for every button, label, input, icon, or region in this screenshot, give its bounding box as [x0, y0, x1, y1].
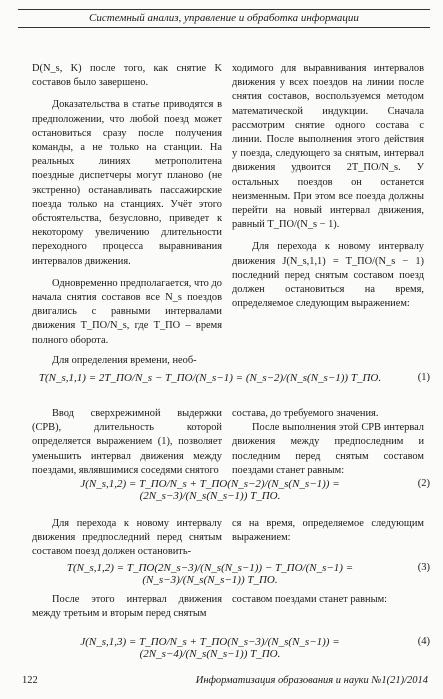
- equation-body: J(N_s,1,2) = T_ПО/N_s + T_ПО(N_s−2)/(N_s(N_s−1)) = (2N_s−3)/(N_s(N_s−1)) T_ПО.: [80, 478, 340, 502]
- equation-number: (3): [417, 562, 430, 573]
- paragraph: Для определения времени, необ-: [52, 354, 197, 366]
- paragraph: состава, до требуемого значения.: [232, 408, 379, 419]
- paragraph: Ввод сверхрежимной выдержки (СРВ), длительность которой определяется выражением (1), позволяет уменьшить интервал движения между поездами, являвшимися соседями снятого: [32, 408, 222, 476]
- paragraph: составом поездами станет равным:: [232, 594, 388, 605]
- paragraph: Для перехода к новому интервалу движения J(N_s,1,1) = T_ПО/(N_s − 1) последний перед снятым составом поезд должен остановиться на время, определяемое следующим выражением:: [232, 241, 424, 310]
- right-column-4: [232, 593, 424, 607]
- paragraph: Одновременно предполагается, что до начала снятия составов все N_s поездов двигались с равными интервалами движения T_ПО/N_s, где T_ПО – время полного оборота.: [32, 277, 222, 346]
- paragraph: ходимого для выравнивания интервалов движения у всех поездов на линии после снятия составов, воспользуемся методом математической индукции. Сначала рассмотрим снятие одного состава с линии. После выполнения этого действия у поезда, следующего за снятым, интервал движения удвоится 2T_ПО/N_s. У остальных поездов он останется неизменным. При этом все поезда должны перейти на новый интервал движения, равный T_ПО/(N_s − 1).: [232, 63, 424, 231]
- equation-number: (2): [417, 478, 430, 489]
- journal-name: Информатизация образования и науки №1(21)/2014: [195, 675, 428, 686]
- left-column-1: [32, 62, 222, 368]
- right-column-2: [232, 407, 424, 478]
- equation-body: J(N_s,1,3) = T_ПО/N_s + T_ПО(N_s−3)/(N_s(N_s−1)) = (2N_s−4)/(N_s(N_s−1)) T_ПО.: [80, 636, 340, 660]
- paragraph: Для перехода к новому интервалу движения предпоследний перед снятым составом поезд должен остановить-: [32, 518, 222, 558]
- right-column-1: [232, 62, 424, 311]
- running-header: [18, 9, 430, 28]
- page-number: 122: [22, 675, 38, 686]
- left-column-3: [32, 517, 222, 560]
- header-text: Системный анализ, управление и обработка информации: [89, 12, 359, 24]
- paragraph: После этого интервал движения между третьим и вторым перед снятым: [32, 594, 222, 620]
- left-column-4: [32, 593, 222, 621]
- paragraph: После выполнения этой СРВ интервал движения между предпоследним и последним перед снятым составом поездами станет равным:: [232, 422, 424, 476]
- paragraph: Доказательства в статье приводятся в предположении, что любой поезд может остановиться сразу после получения команды, а не только на станции. На реальных линиях метрополитена поездные диспетчеры могут планово (не экстренно) останавливать пассажирские поезда только на станциях. Учёт этого обстоятельства, безусловно, приведет к некоторому увеличению длительности переходного процесса выравнивания интервалов движения.: [32, 99, 222, 267]
- equation-number: (4): [417, 636, 430, 647]
- equation-body: T(N_s,1,1) = 2T_ПО/N_s − T_ПО/(N_s−1) = (N_s−2)/(N_s(N_s−1)) T_ПО.: [38, 372, 382, 384]
- right-column-3: [232, 517, 424, 545]
- paragraph: ся на время, определяемое следующим выражением:: [232, 518, 424, 544]
- paragraph: D(N_s, K) после того, как снятие K составов было завершено.: [32, 63, 222, 89]
- left-column-2: [32, 407, 222, 478]
- equation-body: T(N_s,1,2) = T_ПО(2N_s−3)/(N_s(N_s−1)) − T_ПО/(N_s−1) = (N_s−3)/(N_s(N_s−1)) T_ПО.: [66, 562, 354, 586]
- equation-number: (1): [417, 372, 430, 383]
